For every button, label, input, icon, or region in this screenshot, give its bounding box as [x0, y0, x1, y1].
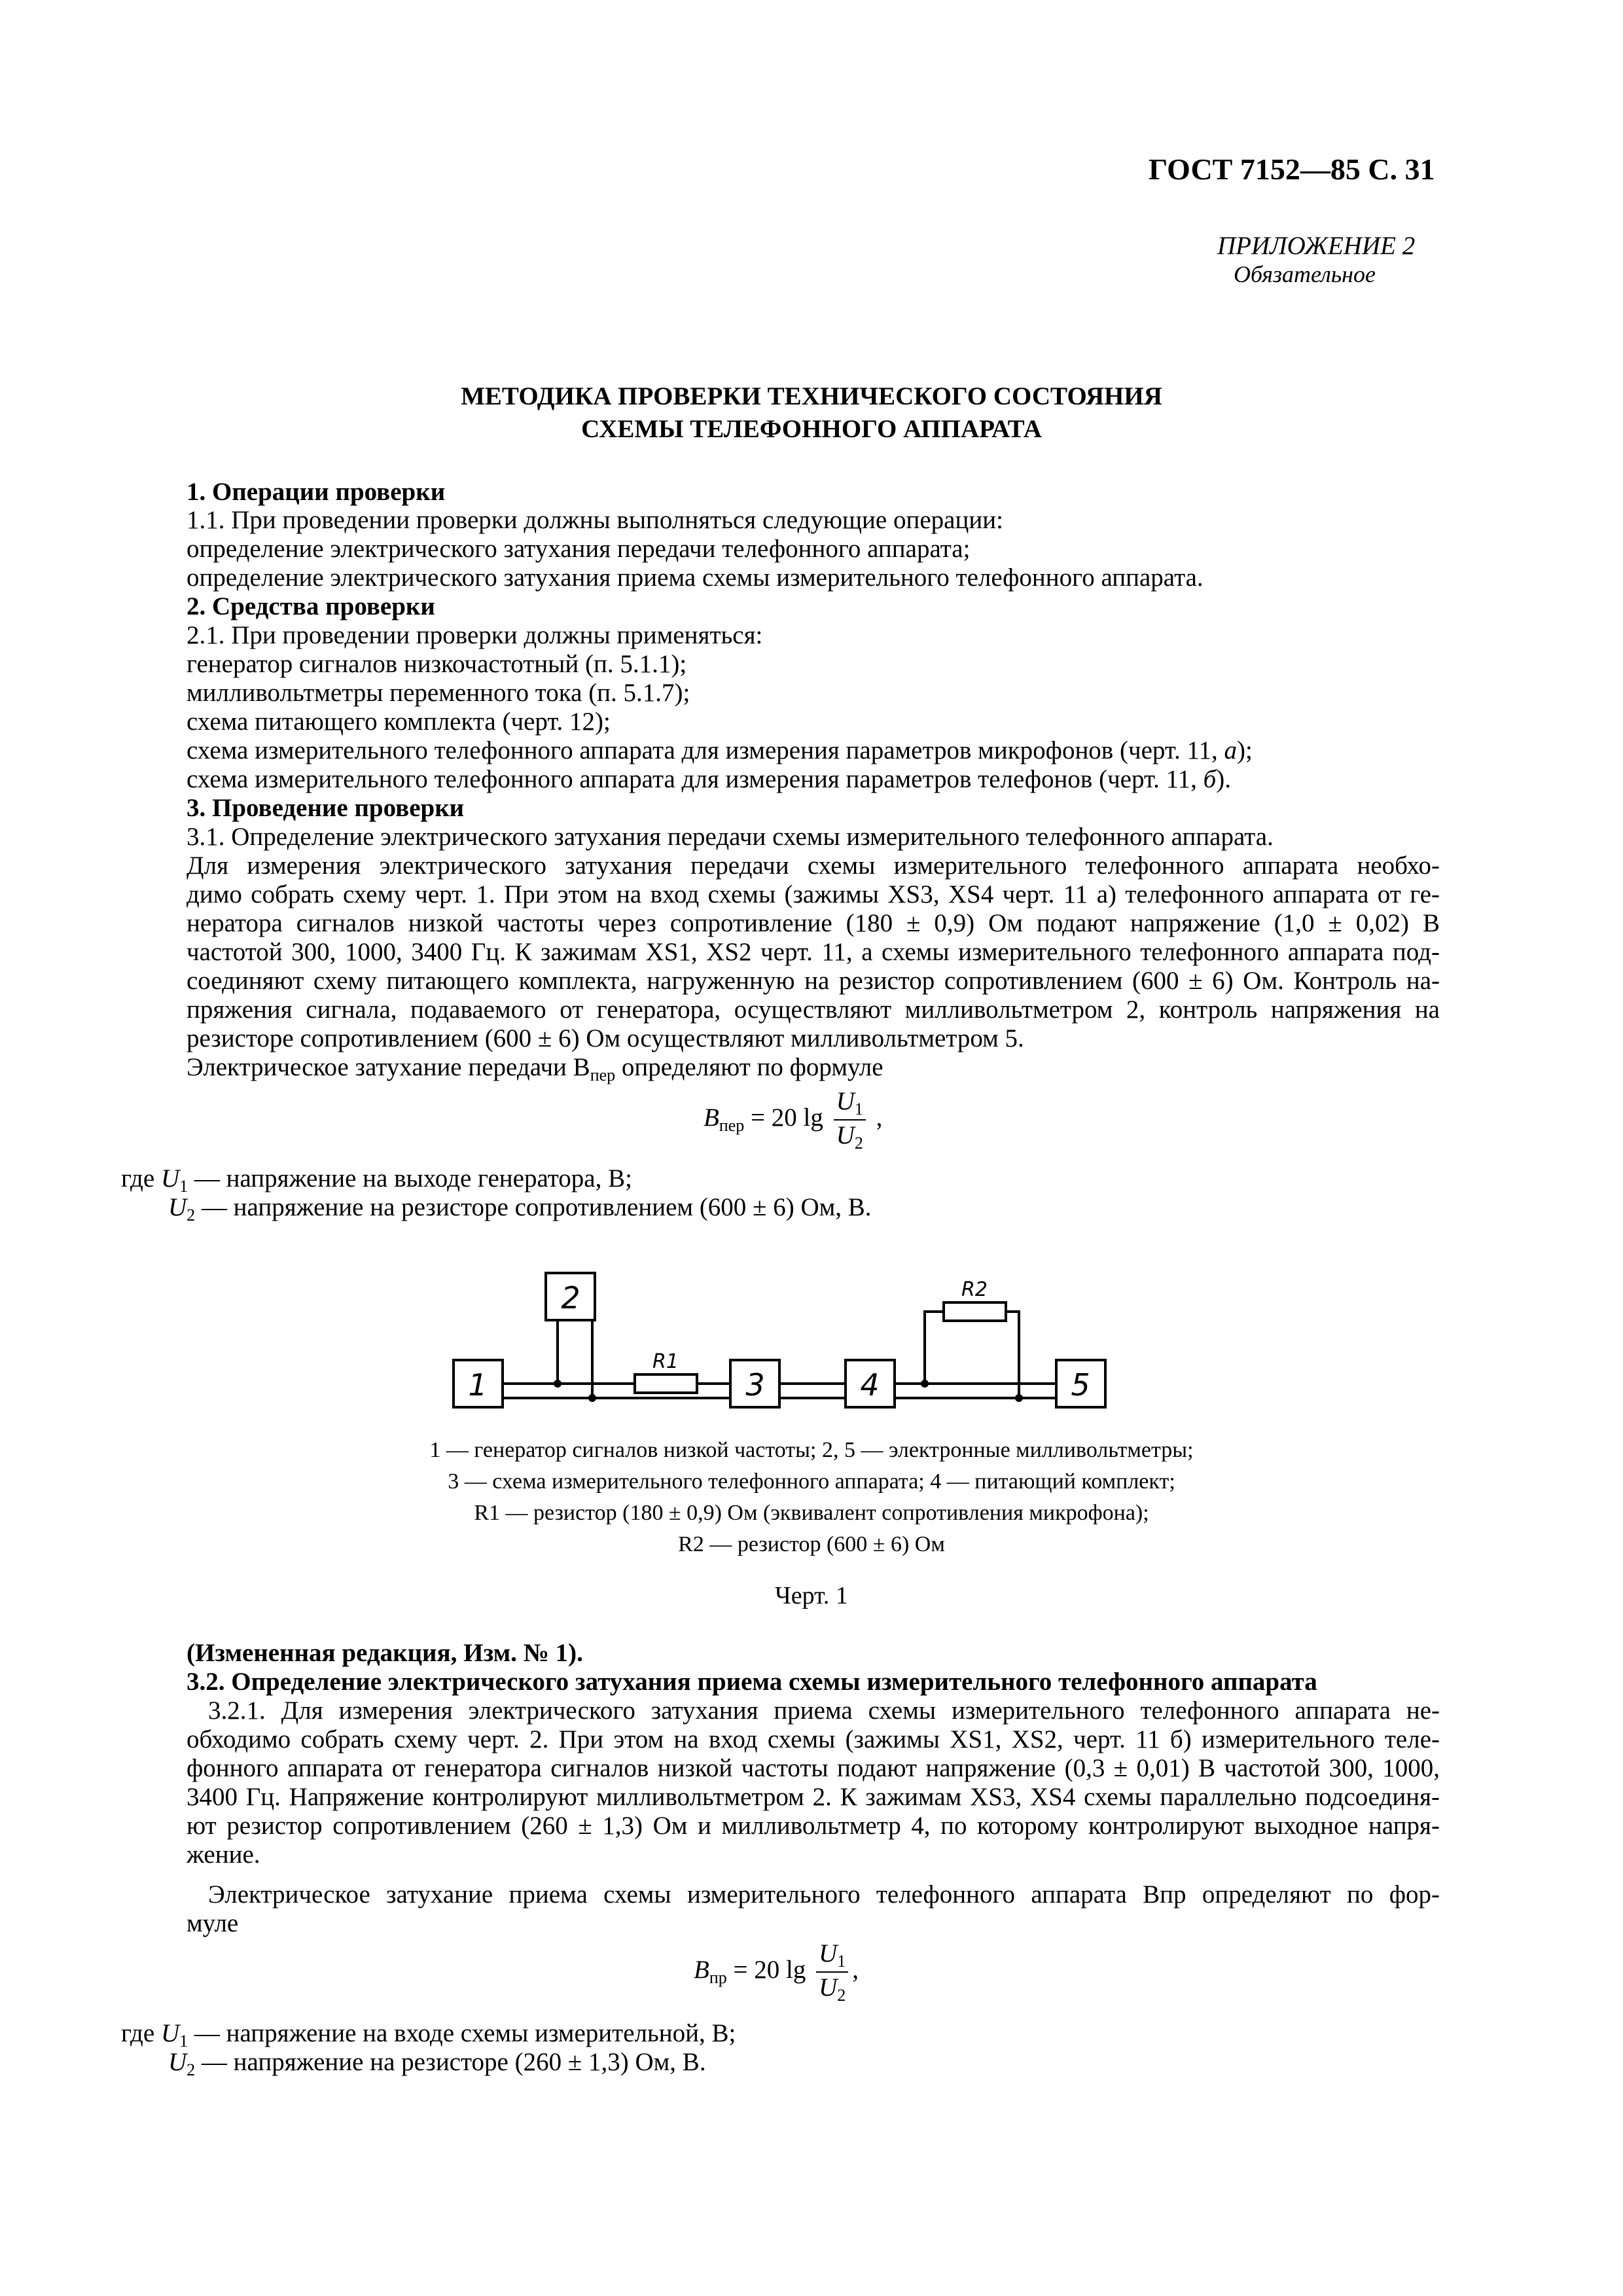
section-3-1-line: димо собрать схему черт. 1. При этом на вход схемы (зажимы XS3, XS4 черт. 11 а) телефонного аппарата от ге- [187, 880, 1440, 908]
section-2-item: генератор сигналов низкочастотный (п. 5.1.1); [187, 650, 687, 678]
circuit-diagram [445, 1257, 1113, 1420]
section-3-2-formula-intro: Электрическое затухание приема схемы измерительного телефонного аппарата Bпр определяют по фор- [208, 1880, 1440, 1909]
section-3-2-1-line: обходимо собрать схему черт. 2. При этом на вход схемы (зажимы XS1, XS2, черт. 11 б) измерительного теле- [187, 1725, 1440, 1753]
diagram-caption-line: 3 — схема измерительного телефонного аппарата; 4 — питающий комплект; [448, 1469, 1175, 1494]
formula-transmission-attenuation: $B_{пер} = 20$ lg $\frac{U_1}{U_2}$ , [704, 1087, 883, 1153]
section-3-2-1-line: фонного аппарата от генератора сигналов низкой частоты подают напряжение (0,3 ± 0,01) В частотой 300, 1000, [187, 1754, 1440, 1782]
section-2-item: схема измерительного телефонного аппарата для измерения параметров микрофонов (черт. 11, а); [187, 736, 1253, 764]
section-3-2-formula-intro: муле [187, 1909, 239, 1937]
formula-legend-u2: $U_2$ — напряжение на резисторе (260 ± 1,3) Ом, В. [168, 2048, 706, 2079]
resistor-r2 [944, 1302, 1006, 1321]
figure-label: Черт. 1 [775, 1582, 848, 1609]
section-3-heading: 3. Проведение проверки [187, 794, 465, 822]
diagram-caption-line: R1 — резистор (180 ± 0,9) Ом (эквивалент сопротивления микрофона); [474, 1501, 1149, 1525]
section-3-2-1-line: 3.2.1. Для измерения электрического затухания приема схемы измерительного телефонного аппарата не- [208, 1696, 1440, 1725]
section-1-item: определение электрического затухания передачи телефонного аппарата; [187, 535, 971, 563]
section-2-heading: 2. Средства проверки [187, 592, 435, 620]
section-1-para: 1.1. При проведении проверки должны выполняться следующие операции: [187, 506, 1003, 534]
section-3-2-heading: 3.2. Определение электрического затухания приема схемы измерительного телефонного аппарата [187, 1668, 1317, 1696]
section-2-item: милливольтметры переменного тока (п. 5.1.7); [187, 679, 690, 707]
resistor-label: R2 [961, 1278, 988, 1301]
formula-legend-u2: $U_2$ — напряжение на резисторе сопротивлением (600 ± 6) Ом, В. [168, 1193, 872, 1225]
block-label: 4 [860, 1367, 880, 1403]
section-3-2-1-line: ют резистор сопротивлением (260 ± 1,3) Ом и милливольтметр 4, по которому контролируют выходное напря- [187, 1812, 1440, 1840]
block-label: 1 [468, 1367, 488, 1403]
section-3-2-1-line: 3400 Гц. Напряжение контролируют милливольтметром 2. К зажимам XS3, XS4 схемы параллельно подсоединя- [187, 1783, 1440, 1811]
section-3-1-line: соединяют схему питающего комплекта, нагруженную на резистор сопротивлением (600 ± 6) Ом. Контроль на- [187, 967, 1440, 995]
section-1-heading: 1. Операции проверки [187, 478, 446, 506]
formula-reception-attenuation: $B_{пр} = 20$ lg $\frac{U_1}{U_2}$ , [694, 1939, 859, 2005]
resistor-label: R1 [652, 1350, 679, 1373]
section-2-para: 2.1. При проведении проверки должны применяться: [187, 621, 763, 649]
formula-legend-u1: где $U_1$ — напряжение на входе схемы измерительной, В; [121, 2019, 736, 2051]
section-3-1-line: Для измерения электрического затухания передачи схемы измерительного телефонного аппарата необхо- [187, 852, 1440, 880]
appendix-label: ПРИЛОЖЕНИЕ 2 [1217, 232, 1416, 260]
section-2-item: схема питающего комплекта (черт. 12); [187, 708, 611, 736]
block-label: 3 [745, 1367, 765, 1403]
amendment-note: (Измененная редакция, Изм. № 1). [187, 1639, 583, 1667]
section-3-1-line: нератора сигналов низкой частоты через сопротивление (180 ± 0,9) Ом подают напряжение (1,0 ± 0,02) В [187, 909, 1440, 937]
diagram-caption-line: R2 — резистор (600 ± 6) Ом [678, 1532, 945, 1556]
section-3-1-line: резисторе сопротивлением (600 ± 6) Ом осуществляют милливольтметром 5. [187, 1024, 1024, 1052]
block-label: 2 [561, 1280, 580, 1316]
title-line-2: СХЕМЫ ТЕЛЕФОННОГО АППАРАТА [581, 415, 1042, 443]
mandatory-label: Обязательное [1234, 261, 1376, 287]
formula-legend-u1: где $U_1$ — напряжение на выходе генератора, В; [121, 1164, 632, 1196]
section-3-1-line: пряжения сигнала, подаваемого от генератора, осуществляют милливольтметром 2, контроль напряжения на [187, 996, 1440, 1024]
resistor-r1 [635, 1374, 697, 1393]
formula-intro: Электрическое затухание передачи $B_{пер}$ определяют по формуле [187, 1053, 883, 1085]
section-3-1-para: 3.1. Определение электрического затухания передачи схемы измерительного телефонного аппарата. [187, 823, 1274, 851]
section-2-item: схема измерительного телефонного аппарата для измерения параметров телефонов (черт. 11, б). [187, 765, 1232, 793]
section-3-2-1-line: жение. [187, 1840, 260, 1869]
document-header: ГОСТ 7152—85 С. 31 [1149, 152, 1435, 186]
section-1-item: определение электрического затухания приема схемы измерительного телефонного аппарата. [187, 564, 1204, 592]
section-3-1-line: частотой 300, 1000, 3400 Гц. К зажимам XS1, XS2 черт. 11, а схемы измерительного телефонного аппарата под- [187, 938, 1440, 966]
block-label: 5 [1071, 1367, 1090, 1403]
diagram-caption-line: 1 — генератор сигналов низкой частоты; 2, 5 — электронные милливольтметры; [429, 1438, 1194, 1462]
title-line-1: МЕТОДИКА ПРОВЕРКИ ТЕХНИЧЕСКОГО СОСТОЯНИЯ [461, 382, 1162, 410]
